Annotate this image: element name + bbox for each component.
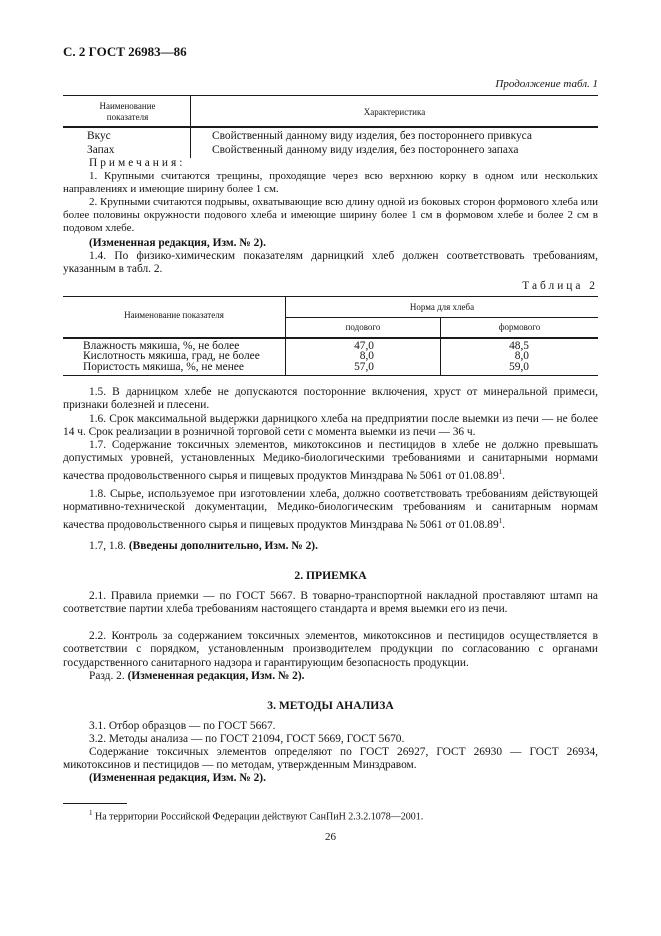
table1-header-rule <box>63 126 598 128</box>
table2-row-value-hearth: 8,0 <box>359 350 374 362</box>
section-3-amendment: (Измененная редакция, Изм. № 2). <box>89 772 266 784</box>
table2-row-name: Влажность мякиша, %, не более <box>83 340 240 352</box>
paragraph-2-2: 2.2. Контроль за содержанием токсичных элементов, микотоксинов и пестицидов осуществляется в соответствии с порядком, установленным производителем продукции по согласованию с органами государственного санитарного надзора и гарантирующим безопасность продукции. <box>63 630 598 669</box>
table2-bottom-rule <box>63 375 598 376</box>
table2-row-value-tin: 48,5 <box>509 340 529 352</box>
footnote-reference: 1 <box>498 516 503 525</box>
paragraph-1-6: 1.6. Срок максимальной выдержки дарницкого хлеба на предприятии после выемки из печи — не более 14 ч. Срок реализации в розничной торговой сети с момента выемки из печи — 36 ч. <box>63 413 598 439</box>
note-1: 1. Крупными считаются трещины, проходящие через всю верхнюю корку в одном или нескольких направлениях и имеющие ширину более 1 см. <box>63 170 598 195</box>
footnote-mark: 1 <box>89 809 93 817</box>
paragraph-1-7: 1.7. Содержание токсичных элементов, микотоксинов и пестицидов в хлебе не должно превышать допустимых уровней, установленных Медико-биологическими требованиями и санитарными нормами качества продовольственного сырья и пищевых продуктов Минздрава № 5061 от 01.08.89$^1$. <box>63 439 598 482</box>
paragraph-1-4: 1.4. По физико-химическим показателям дарницкий хлеб должен соответствовать требованиям, указанным в табл. 2. <box>63 250 598 276</box>
table1-row-name: Вкус <box>87 130 111 142</box>
paragraph-3-3: Содержание токсичных элементов определяют по ГОСТ 26927, ГОСТ 26930 — ГОСТ 26934, микотоксинов и пестицидов — по методам, утвержденным Минздравом. <box>63 746 598 772</box>
table1-row-value: Свойственный данному виду изделия, без постороннего запаха <box>212 144 519 156</box>
table2-group-rule <box>286 317 598 318</box>
footnote-rule <box>63 803 127 804</box>
paragraph-1-8-text: 1.8. Сырье, используемое при изготовлении хлеба, должно соответствовать требованиям действующей нормативно-технической документации, Медико-биологическим требованиям и санитарным нормам качества продовольственного сырья и пищевых продуктов Минздрава № 5061 от 01.08.89 <box>63 488 598 531</box>
table2-row-value-hearth: 57,0 <box>354 361 374 373</box>
note-2: 2. Крупными считаются подрывы, охватывающие всю длину одной из боковых сторон формового хлеба или более половины окружности подового хлеба и имеющие ширину более 1 см в формовом хлебе и более 2 см в подовом хлебе. <box>63 196 598 234</box>
table1-col2-header: Характеристика <box>363 107 426 117</box>
introduced-text: (Введены дополнительно, Изм. № 2). <box>128 540 318 552</box>
table2-header-rule <box>63 337 598 339</box>
footnote-text: На территории Российской Федерации действуют СанПиН 2.3.2.1078—2001. <box>95 811 424 823</box>
table2-sub-header-tin: формового <box>498 322 541 332</box>
paragraph-3-1: 3.1. Отбор образцов — по ГОСТ 5667. <box>89 720 276 732</box>
notes-heading: Примечания: <box>89 157 186 169</box>
section-2-amendment <box>63 670 598 683</box>
paragraph-1-5: 1.5. В дарницком хлебе не допускаются посторонние включения, хруст от минеральной примеси, признаки болезней и плесени. <box>63 386 598 412</box>
paragraph-2-1: 2.1. Правила приемки — по ГОСТ 5667. В товарно-транспортной накладной проставляют штамп на соответствие партии хлеба требованиям настоящего стандарта и время выемки его из печи. <box>63 590 598 616</box>
table2-col1-header: Наименование показателя <box>124 310 224 320</box>
introduced-label: 1.7, 1.8. <box>89 540 127 552</box>
paragraph-1-7-text: 1.7. Содержание токсичных элементов, микотоксинов и пестицидов в хлебе не должно превышать допустимых уровней, установленных Медико-биологическими требованиями и санитарными нормами качества продовольственного сырья и пищевых продуктов Минздрава № 5061 от 01.08.89 <box>63 439 598 482</box>
section-3-heading: 3. МЕТОДЫ АНАЛИЗА <box>267 699 394 712</box>
paragraph-1-8: 1.8. Сырье, используемое при изготовлении хлеба, должно соответствовать требованиям действующей нормативно-технической документации, Медико-биологическим требованиям и санитарным нормам качества продовольственного сырья и пищевых продуктов Минздрава № 5061 от 01.08.89$^1$. <box>63 488 598 531</box>
table2-top-rule <box>63 296 598 297</box>
page-number: 26 <box>325 831 336 843</box>
table-continuation-label: Продолжение табл. 1 <box>495 78 598 90</box>
table2-row-name: Пористость мякиша, %, не менее <box>83 361 244 373</box>
table2-row-value-tin: 8,0 <box>514 350 529 362</box>
section-amendment-text: (Измененная редакция, Изм. № 2). <box>127 670 305 682</box>
amendment-note: (Измененная редакция, Изм. № 2). <box>89 237 266 249</box>
table1-top-rule <box>63 95 598 96</box>
paragraph-3-2: 3.2. Методы анализа — по ГОСТ 21094, ГОСТ 5669, ГОСТ 5670. <box>89 733 405 745</box>
section-2-heading: 2. ПРИЕМКА <box>294 569 367 582</box>
introduced-note <box>63 540 598 553</box>
table2-group-header: Норма для хлеба <box>409 302 475 312</box>
table1-row-name: Запах <box>87 144 115 156</box>
footnote <box>89 809 423 822</box>
table1-col1-header: Наименование показателя <box>99 101 156 122</box>
section-label: Разд. 2. <box>89 670 125 682</box>
table2-sub-header-hearth: подового <box>345 322 381 332</box>
table2-row-value-hearth: 47,0 <box>354 340 374 352</box>
table2-caption: Таблица 2 <box>522 280 598 292</box>
table1-row-value: Свойственный данному виду изделия, без постороннего привкуса <box>212 130 532 142</box>
table2-row-name: Кислотность мякиша, град, не более <box>83 350 260 362</box>
footnote-reference: 1 <box>498 467 503 476</box>
table2-row-value-tin: 59,0 <box>509 361 529 373</box>
page-header: С. 2 ГОСТ 26983—86 <box>63 44 187 59</box>
